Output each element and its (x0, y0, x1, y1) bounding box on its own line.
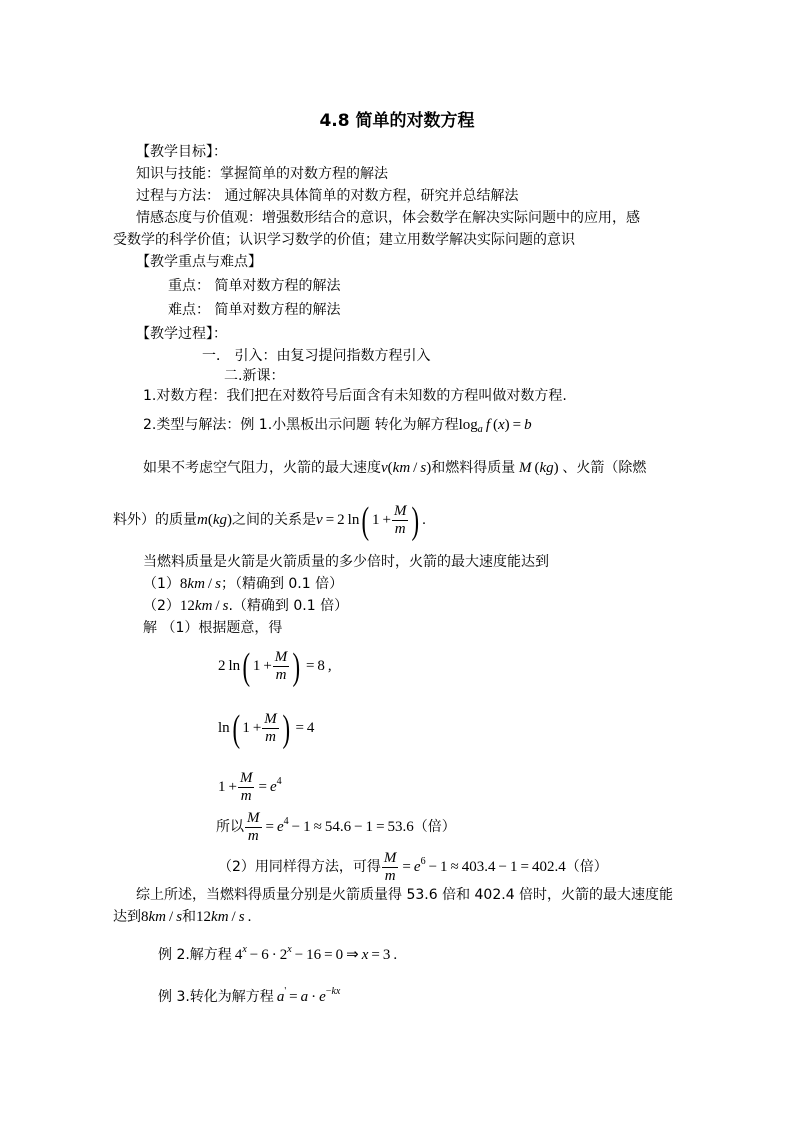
goal-knowledge: 知识与技能：掌握简单的对数方程的解法 (136, 166, 388, 182)
problem-text-b: 和燃料得质量 (431, 460, 516, 476)
solve-line: 解 （1）根据题意，得 (143, 620, 283, 636)
equation-step4 (216, 802, 456, 847)
velocity-symbol: v(km / s) (381, 460, 432, 476)
equation-step3: 1 + $\frac{M}{m}$ = $e^4$ (218, 770, 282, 805)
type-text: 2.类型与解法：例 1.小黑板出示问题 转化为解方程 (143, 417, 459, 433)
times-label-2: （倍） (565, 859, 608, 875)
log-equation: $\log_a f$ (x) = b (458, 417, 532, 435)
problem-line2 (113, 499, 426, 541)
question-2 (143, 596, 348, 616)
conclusion-text-a: 达到 (113, 909, 141, 925)
equation-step2: ln( 1 + $\frac{M}{m}$ ) = 4 (218, 707, 315, 750)
key-difficulty: 难点： 简单对数方程的解法 (168, 302, 341, 318)
q2-speed: 12km / s (179, 598, 229, 614)
result-2-formula: $\frac{M}{m}$ = $e^6 - 1 \approx 403.4 - 1 = 402.4$ (383, 850, 566, 885)
problem-text-d: 料外）的质量 (113, 512, 197, 528)
problem-text-e: 之间的关系是 (232, 512, 317, 528)
problem-text-c: 、火箭（除燃 (562, 460, 647, 476)
question-line: 当燃料质量是火箭是火箭质量的多少倍时，火箭的最大速度能达到 (143, 554, 549, 570)
part2-line (218, 842, 608, 887)
example-2-text: 例 2.解方程 (158, 947, 232, 963)
part2-text: （2）用同样得方法，可得 (218, 859, 381, 875)
key-focus: 重点： 简单对数方程的解法 (168, 278, 341, 294)
result-1-formula: $\frac{M}{m}$ = $e^4 - 1 \approx 54.6 - 1 = 53.6$ (247, 810, 414, 845)
conclusion-speed-1: 8km / s (141, 909, 183, 925)
example-3-equation: $a' = a \cdot e^{-kx}$ (276, 986, 341, 1005)
times-label-1: （倍） (413, 819, 456, 835)
example-3-line (158, 982, 340, 1007)
process-heading: 【教学过程】： (136, 326, 227, 342)
new-lesson-line: 二.新课： (224, 368, 285, 384)
conclusion-text-b: 和 (182, 909, 197, 925)
type-line (143, 415, 532, 440)
conclusion-line2 (113, 907, 251, 927)
problem-line1 (143, 458, 646, 478)
example-3-text: 例 3.转化为解方程 (158, 989, 274, 1005)
page-title: 4.8 简单的对数方程 (319, 111, 475, 131)
q1-speed: 8km / s (179, 576, 221, 592)
goals-heading: 【教学目标】： (136, 144, 227, 160)
goal-emotion-line1: 情感态度与价值观：增强数形结合的意识，体会数学在解决实际问题中的应用，感 (136, 210, 640, 226)
example-2-equation: $4^x - 6 \cdot 2^x - 16 = 0$ ⇒ x = 3 . (231, 944, 398, 963)
conclusion-speed-2: 12km / s . (196, 909, 252, 925)
so-label: 所以 (216, 819, 244, 835)
rocket-mass-symbol: m(kg) (197, 512, 233, 528)
question-1 (143, 574, 343, 594)
definition-line: 1.对数方程：我们把在对数符号后面含有未知数的方程叫做对数方程. (143, 388, 567, 404)
goal-process: 过程与方法： 通过解决具体简单的对数方程，研究并总结解法 (136, 188, 519, 204)
relation-formula: v = 2 ln( 1 + $\frac{M}{m}$ ) . (316, 499, 426, 542)
q1-label: （1） (143, 576, 180, 592)
goal-emotion-line2: 受数学的科学价值；认识学习数学的价值；建立用数学解决实际问题的意识 (113, 232, 575, 248)
q1-text: ；（精确到 0.1 倍） (220, 576, 344, 592)
q2-text: .（精确到 0.1 倍） (228, 598, 349, 614)
problem-text-a: 如果不考虑空气阻力，火箭的最大速度 (143, 460, 381, 476)
q2-label: （2） (143, 598, 180, 614)
key-points-heading: 【教学重点与难点】 (136, 254, 262, 270)
fuel-mass-symbol: M (kg) (518, 460, 563, 476)
example-2-line (158, 940, 397, 965)
conclusion-line1: 综上所述，当燃料得质量分别是火箭质量得 53.6 倍和 402.4 倍时，火箭的最大速度能 (136, 887, 674, 903)
intro-line: 一． 引入：由复习提问指数方程引入 (202, 348, 431, 364)
equation-step1: 2 ln( 1 + $\frac{M}{m}$ ) = 8 , (218, 645, 332, 688)
